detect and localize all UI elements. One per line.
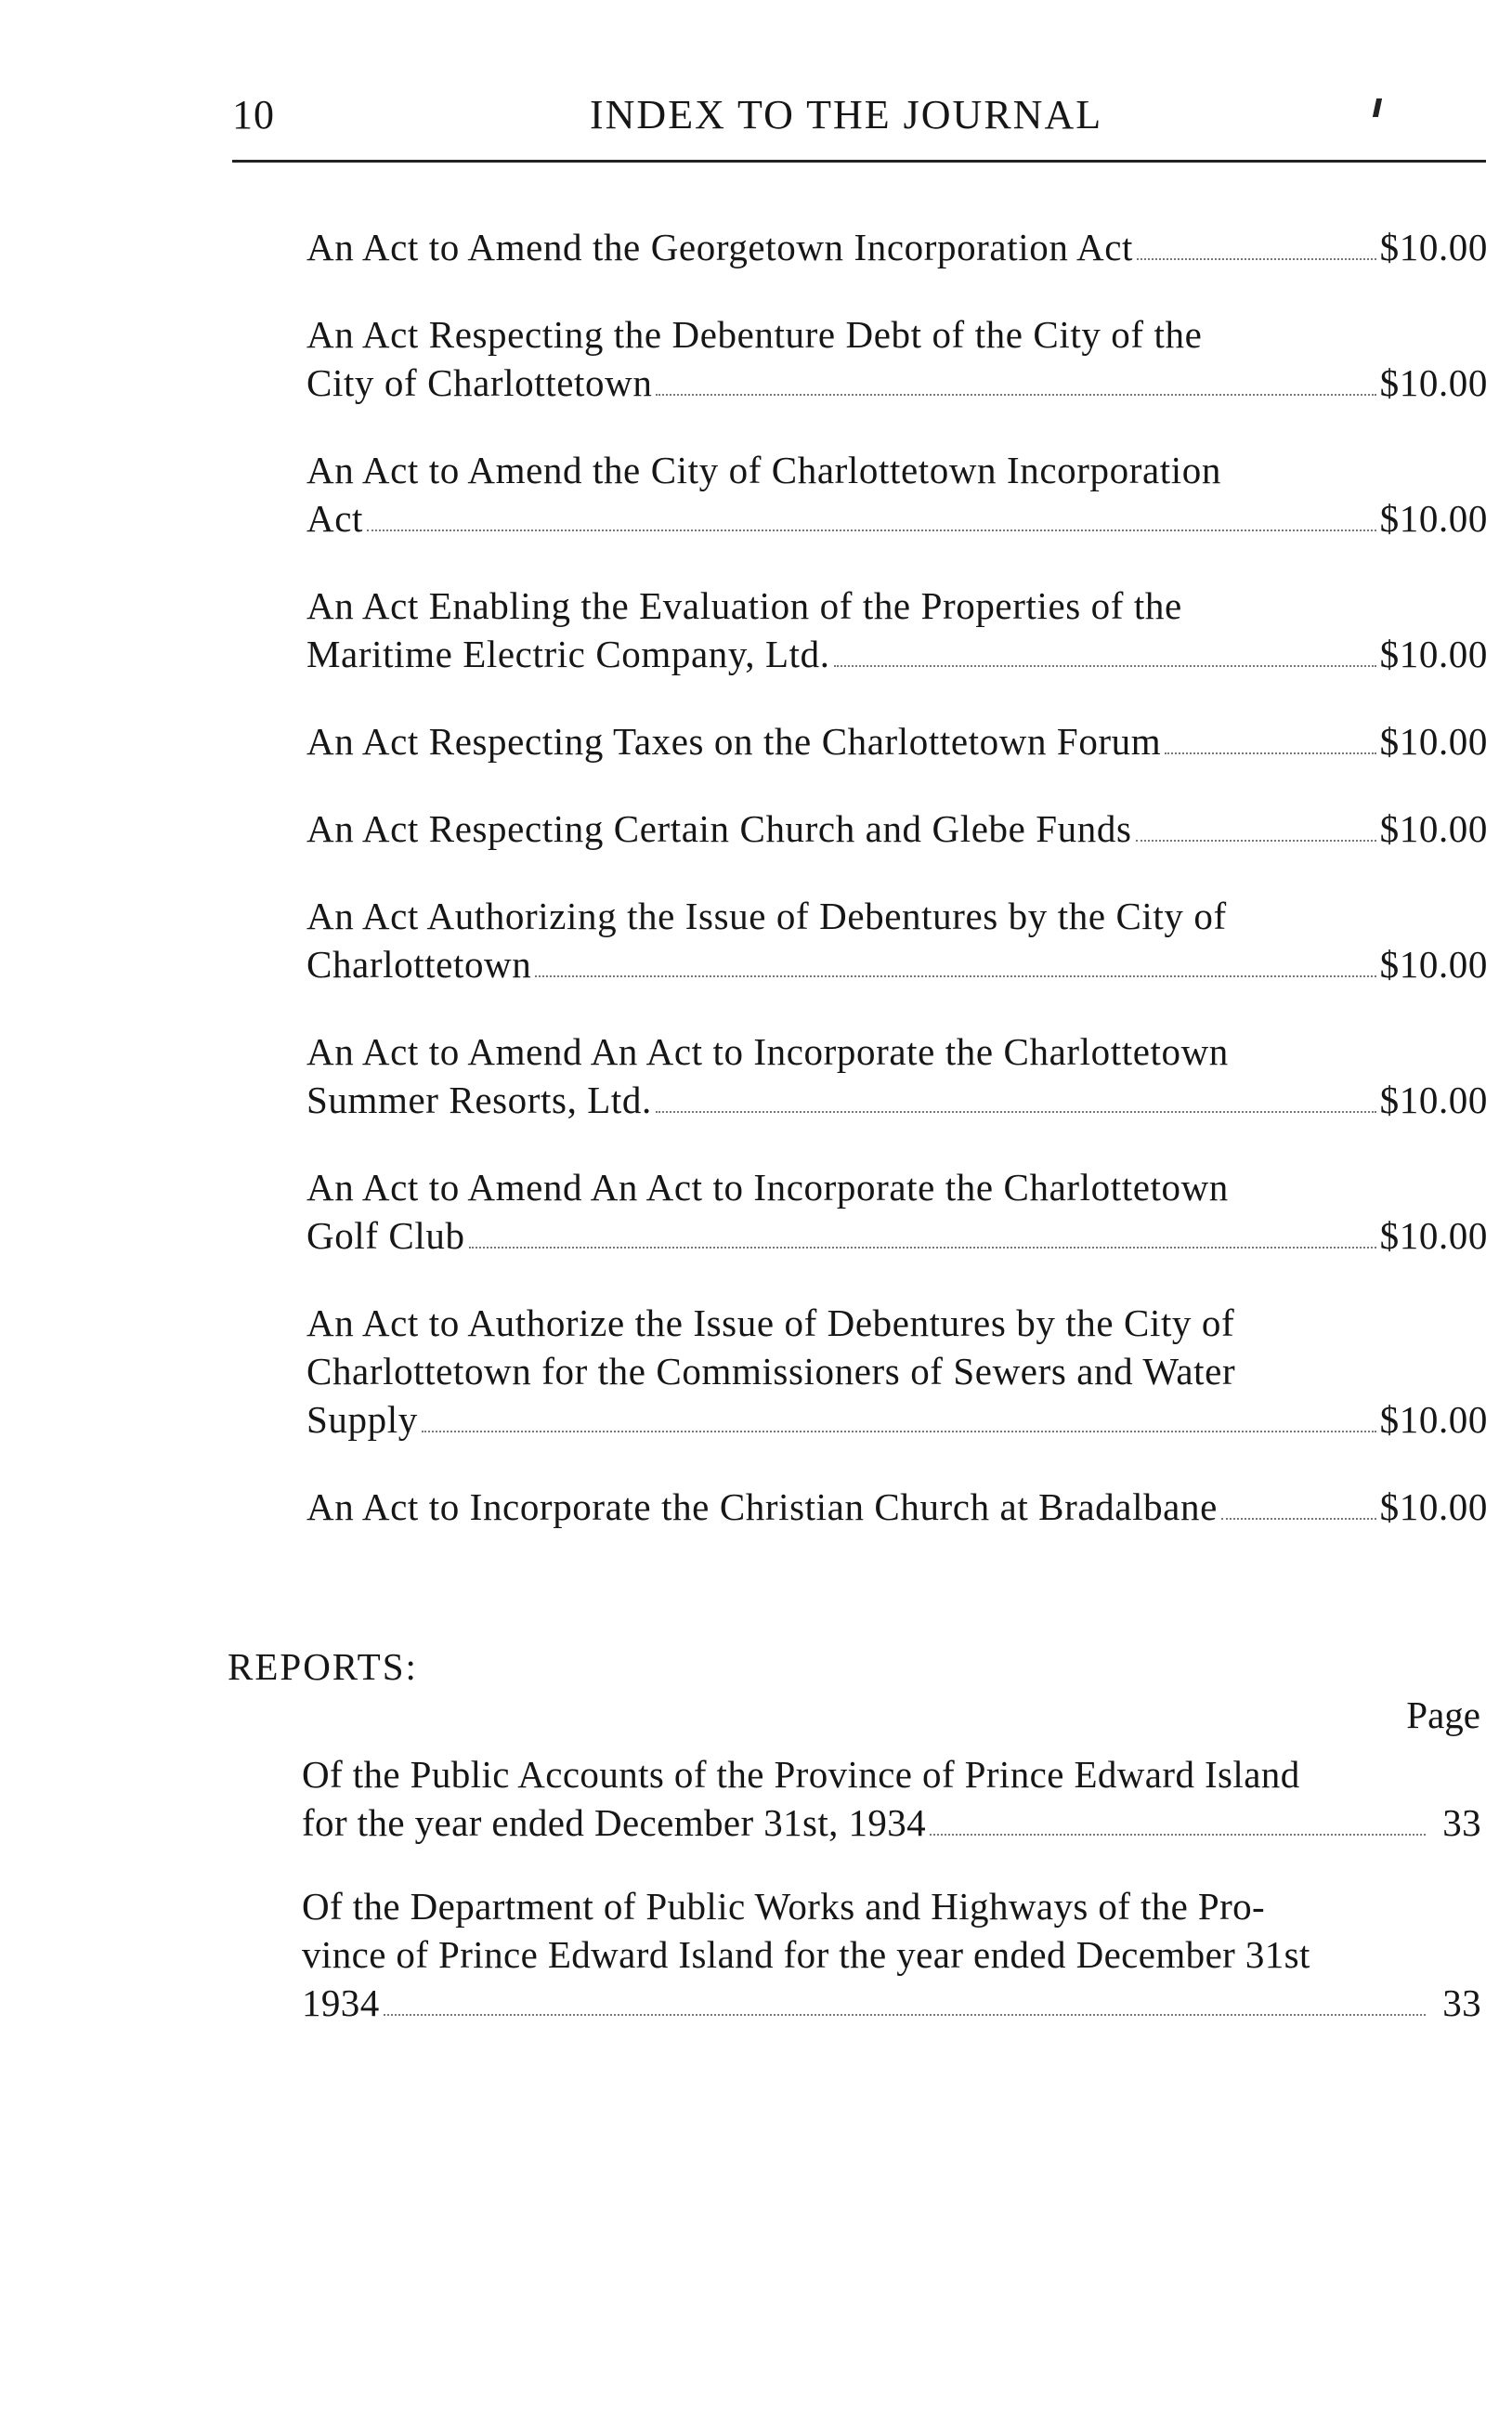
entry-last-line: [306, 630, 1488, 678]
dot-leader: [834, 665, 1376, 667]
entry-text-line: 1934: [302, 1981, 380, 2024]
dot-leader: [384, 2014, 1427, 2016]
act-entry: [306, 1163, 1488, 1260]
entry-last-line: [306, 1395, 1488, 1444]
entry-text-line: An Act Respecting Certain Church and Glebe Funds: [306, 807, 1132, 850]
fee-amount: $10.00: [1379, 943, 1488, 986]
entry-last-line: [306, 1483, 1488, 1531]
dot-leader: [1136, 840, 1376, 842]
entry-text-line: Act: [306, 497, 363, 540]
ink-mark: [1373, 98, 1382, 117]
entry-text-line: An Act to Authorize the Issue of Debentures by the City of: [306, 1301, 1235, 1344]
header-rule: [232, 160, 1486, 163]
page-column-label: Page: [1406, 1693, 1480, 1736]
entry-last-line: [306, 1076, 1488, 1124]
fee-amount: $10.00: [1379, 1079, 1488, 1121]
page-reference: 33: [1442, 1981, 1481, 2024]
entry-text-line: An Act Respecting the Debenture Debt of the City of the: [306, 313, 1203, 356]
act-entry: [306, 310, 1488, 407]
dot-leader: [367, 530, 1376, 531]
act-entry: [306, 223, 1488, 271]
entry-text-line: An Act Respecting Taxes on the Charlottetown Forum: [306, 720, 1162, 763]
running-header: [232, 91, 1486, 147]
fee-amount: $10.00: [1379, 1485, 1488, 1528]
page-reference: 33: [1442, 1801, 1481, 1844]
entry-last-line: [306, 359, 1488, 407]
fee-amount: $10.00: [1379, 226, 1488, 268]
fee-amount: $10.00: [1379, 497, 1488, 540]
act-entry: [306, 1483, 1488, 1531]
fee-amount: $10.00: [1379, 807, 1488, 850]
entry-text-line: An Act to Amend An Act to Incorporate the Charlottetown: [306, 1030, 1229, 1073]
entry-last-line: [302, 1979, 1481, 2027]
entry-text-line: Golf Club: [306, 1214, 465, 1257]
entry-text-line: An Act Authorizing the Issue of Debentures by the City of: [306, 895, 1227, 937]
entry-last-line: [306, 1211, 1488, 1260]
act-entry: [306, 582, 1488, 678]
fee-amount: $10.00: [1379, 633, 1488, 675]
dot-leader: [656, 394, 1375, 396]
dot-leader: [1137, 258, 1376, 260]
entry-text-line: Supply: [306, 1398, 418, 1441]
entry-text-line: An Act to Amend the City of Charlottetown Incorporation: [306, 449, 1221, 491]
report-entry: [302, 1882, 1481, 2027]
entry-text-line: Maritime Electric Company, Ltd.: [306, 633, 830, 675]
report-entry: [302, 1750, 1481, 1847]
entry-text-line: vince of Prince Edward Island for the year ended December 31st: [302, 1933, 1310, 1976]
entry-text-line: An Act Enabling the Evaluation of the Properties of the: [306, 584, 1182, 627]
entry-text-line: Charlottetown for the Commissioners of Sewers and Water: [306, 1350, 1236, 1393]
entry-text-line: An Act to Amend An Act to Incorporate the Charlottetown: [306, 1166, 1229, 1209]
act-entry: [306, 1299, 1488, 1444]
act-entry: [306, 446, 1488, 543]
running-title: INDEX TO THE JOURNAL: [590, 92, 1103, 137]
act-entry: [306, 804, 1488, 853]
reports-list: [302, 1750, 1481, 2062]
fee-amount: $10.00: [1379, 1214, 1488, 1257]
entry-text-line: Charlottetown: [306, 943, 532, 986]
entry-text-line: Of the Public Accounts of the Province of Prince Edward Island: [302, 1753, 1300, 1796]
dot-leader: [930, 1834, 1426, 1836]
entry-text-line: Summer Resorts, Ltd.: [306, 1079, 652, 1121]
entry-text-line: An Act to Incorporate the Christian Church at Bradalbane: [306, 1485, 1218, 1528]
entry-last-line: [306, 223, 1488, 271]
dot-leader: [1165, 752, 1375, 754]
act-entry: [306, 1027, 1488, 1124]
acts-list: [306, 223, 1488, 1570]
entry-last-line: [306, 940, 1488, 988]
dot-leader: [1221, 1518, 1376, 1520]
entry-text-line: for the year ended December 31st, 1934: [302, 1801, 927, 1844]
entry-text-line: Of the Department of Public Works and Highways of the Pro-: [302, 1885, 1266, 1928]
entry-text-line: An Act to Amend the Georgetown Incorporation Act: [306, 226, 1133, 268]
act-entry: [306, 892, 1488, 988]
fee-amount: $10.00: [1379, 361, 1488, 404]
dot-leader: [656, 1111, 1376, 1113]
reports-heading: REPORTS:: [228, 1645, 418, 1688]
page-number: 10: [232, 92, 275, 137]
dot-leader: [535, 975, 1375, 977]
entry-last-line: [306, 717, 1488, 765]
fee-amount: $10.00: [1379, 720, 1488, 763]
dot-leader: [469, 1247, 1376, 1249]
entry-last-line: [306, 494, 1488, 543]
dot-leader: [422, 1431, 1376, 1432]
entry-last-line: [306, 804, 1488, 853]
act-entry: [306, 717, 1488, 765]
entry-last-line: [302, 1798, 1481, 1847]
fee-amount: $10.00: [1379, 1398, 1488, 1441]
entry-text-line: City of Charlottetown: [306, 361, 653, 404]
